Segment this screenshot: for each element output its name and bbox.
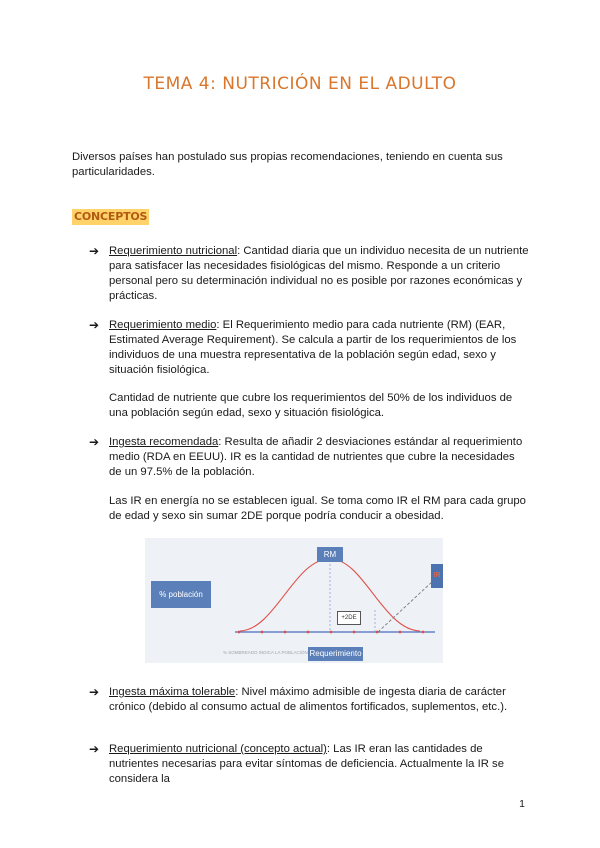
- arrow-right-icon: ➔: [89, 685, 100, 699]
- arrow-right-icon: ➔: [89, 742, 100, 756]
- list-item-requerimiento-actual: [89, 742, 529, 787]
- paragraph: Las IR en energía no se establecen igual. Se toma como IR el RM para cada grupo de edad y sexo sin sumar 2DE porque podría conducir a obesidad.: [109, 495, 526, 522]
- list-item-requerimiento-nutricional: [89, 244, 529, 304]
- faint-caption: % SOMBREADO INDICA LA POBLACIÓN: [223, 650, 308, 655]
- term: Requerimiento nutricional: [109, 245, 238, 257]
- requerimiento-label: Requerimiento: [308, 647, 363, 661]
- term: Ingesta máxima tolerable: [109, 686, 236, 698]
- term: Requerimiento nutricional (concepto actual): [109, 743, 327, 755]
- intro-paragraph: Diversos países han postulado sus propias recomendaciones, teniendo en cuenta sus particularidades.: [72, 151, 503, 178]
- definition: : Las IR eran las cantidades de nutrientes necesarias para evitar síntomas de deficiencia. Actualmente la IR se considera la: [109, 743, 504, 785]
- page-title: TEMA 4: NUTRICIÓN EN EL ADULTO: [143, 74, 457, 94]
- definition: : Cantidad diaria que un individuo necesita de un nutriente para satisfacer las necesidades fisiológicas del mismo. Responde a un criterio personal pero su determinación individual no es posible por razones económicas y prácticas.: [109, 245, 529, 302]
- definition: : Resulta de añadir 2 desviaciones estándar al requerimiento medio (RDA en EEUU). IR es la cantidad de nutrientes que cubre la necesidades de un 97.5% de la población.: [109, 436, 523, 478]
- term: Ingesta recomendada: [109, 436, 219, 448]
- rm-label: RM: [317, 547, 343, 562]
- list-item-ingesta-maxima: [89, 685, 529, 715]
- ir-pointer: [378, 581, 433, 632]
- poblacion-label: % población: [151, 581, 211, 608]
- definition: : Nivel máximo admisible de ingesta diaria de carácter crónico (debido al consumo actual de alimentos fortificados, suplementos, etc.).: [109, 686, 508, 713]
- section-heading: CONCEPTOS: [74, 210, 148, 223]
- ir-label: IR: [431, 564, 443, 588]
- distribution-figure: [145, 538, 443, 663]
- arrow-right-icon: ➔: [89, 244, 100, 258]
- list-item-ingesta-recomendada: [89, 435, 529, 480]
- page-number: 1: [519, 798, 525, 810]
- term: Requerimiento medio: [109, 319, 217, 331]
- 2de-label: +2DE: [337, 611, 361, 625]
- list-item-requerimiento-medio: [89, 318, 529, 378]
- arrow-right-icon: ➔: [89, 435, 100, 449]
- arrow-right-icon: ➔: [89, 318, 100, 332]
- definition: : El Requerimiento medio para cada nutriente (RM) (EAR, Estimated Average Requirement). Se calcula a partir de los requerimientos de los individuos de una muestra representativa de la población según edad, sexo y situación fisiológica.: [109, 319, 517, 376]
- paragraph: Cantidad de nutriente que cubre los requerimientos del 50% de los individuos de una población según edad, sexo y situación fisiológica.: [109, 392, 513, 419]
